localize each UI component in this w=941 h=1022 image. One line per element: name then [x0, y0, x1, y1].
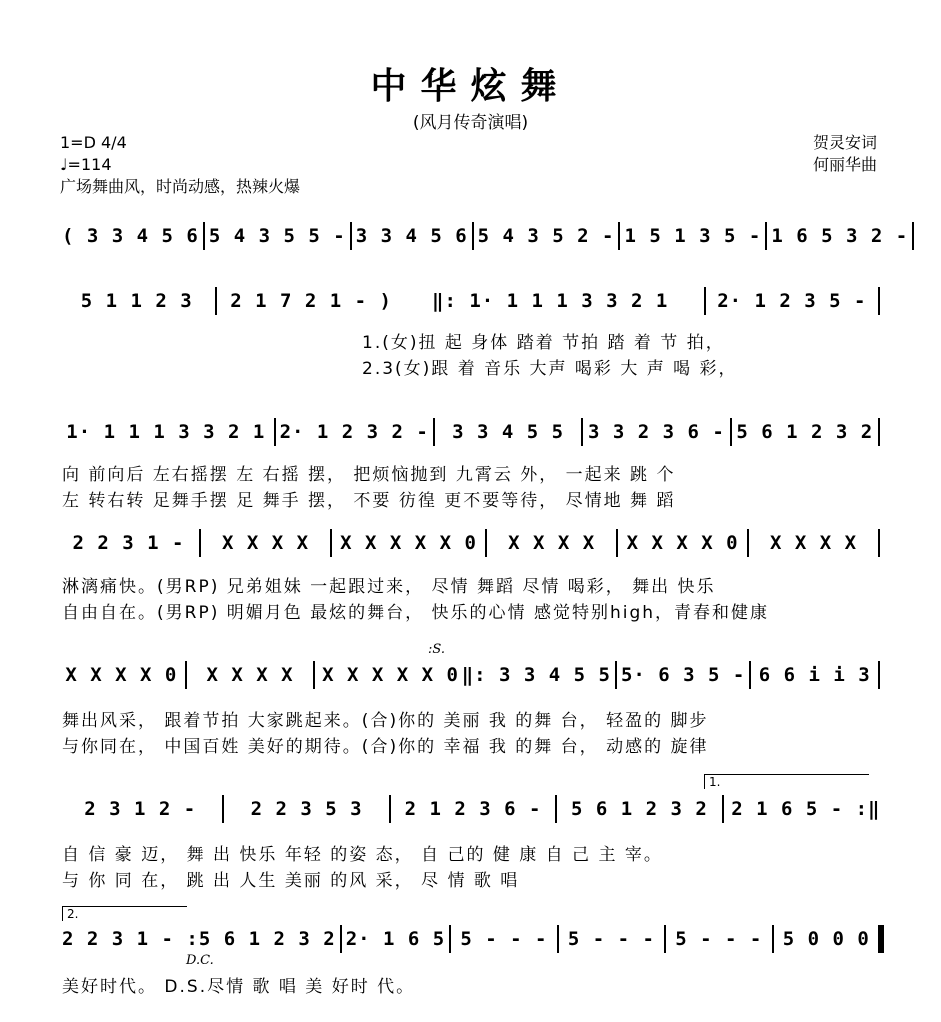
measure: 2· 1 2 3 5 -	[717, 290, 867, 312]
score-row-1	[62, 219, 909, 253]
measure: 5· 6 3 5 -	[620, 664, 746, 686]
measure: 5 4 3 5 2 -	[477, 225, 615, 247]
score-row-6	[62, 792, 884, 826]
measure: 5 4 3 5 5 -	[208, 225, 346, 247]
lyric-line: 左 转右转 足舞手摆 足 舞手 摆， 不要 彷徨 更不要等待， 尽情地 舞 蹈	[62, 491, 676, 511]
lyric-line: 向 前向后 左右摇摆 左 右摇 摆， 把烦恼抛到 九霄云 外， 一起来 跳 个	[62, 465, 676, 485]
measure: X X X X 0	[626, 532, 739, 554]
measure: X X X X 0	[65, 664, 178, 686]
measure: ( 3 3 4 5 6	[62, 225, 199, 247]
measure: X X X X	[206, 664, 294, 686]
measure: 5 6 1 2 3 2	[736, 421, 874, 443]
measure: 3 3 4 5 6	[355, 225, 468, 247]
measure: 3 3 4 5 5	[452, 421, 565, 443]
measure: X X X X X 0	[322, 664, 459, 686]
score-row-7	[62, 922, 884, 956]
measure: X X X X	[508, 532, 596, 554]
lyric-line: 1.(女)扭 起 身体 踏着 节拍 踏 着 节 拍，	[362, 333, 725, 353]
measure: 6 6 i i 3	[758, 664, 871, 686]
composer: 何丽华曲	[812, 155, 877, 174]
tempo-marking: ♩=114	[60, 155, 112, 174]
header-left	[60, 132, 300, 198]
measure: 2 2 3 1 - :	[62, 928, 199, 950]
measure: 5 6 1 2 3 2	[571, 798, 708, 820]
measure: 1 5 1 3 5 -	[624, 225, 762, 247]
song-title: 中华炫舞	[370, 65, 571, 107]
measure: 2 1 2 3 6 -	[404, 798, 542, 820]
lyric-line: 自 信 豪 迈， 舞 出 快乐 年轻 的姿 态， 自 己的 健 康 自 己 主 宰。	[62, 845, 663, 865]
lyric-line: 美好时代。 D.S.尽情 歌 唱 美 好时 代。	[62, 977, 416, 997]
header-right	[813, 132, 877, 176]
song-subtitle: (风月传奇演唱)	[412, 113, 529, 133]
measure: 1· 1 1 1 3 3 2 1	[66, 421, 266, 443]
segno-mark: :S.	[428, 642, 445, 657]
measure: 3 3 2 3 6 -	[588, 421, 725, 443]
score-row-4	[62, 526, 884, 560]
lyric-line: 与你同在， 中国百姓 美好的期待。(合)你的 幸福 我 的舞 台， 动感的 旋律	[62, 737, 709, 757]
measure: ‖: 3 3 4 5 5	[461, 664, 611, 686]
measure: 5 0 0 0	[782, 928, 870, 950]
dc-mark: D.C.	[186, 953, 214, 968]
score-row-2	[62, 284, 884, 318]
measure: 2 3 1 2 -	[84, 798, 197, 820]
lyricist: 贺灵安词	[812, 133, 877, 152]
style-note: 广场舞曲风，时尚动感，热辣火爆	[60, 177, 301, 196]
lyric-line: 自由自在。(男RP) 明媚月色 最炫的舞台， 快乐的心情 感觉特别high，青春和健康	[62, 603, 770, 623]
measure: 2· 1 2 3 2 -	[279, 421, 429, 443]
lyric-line: 淋漓痛快。(男RP) 兄弟姐妹 一起跟过来， 尽情 舞蹈 尽情 喝彩， 舞出 快乐	[62, 577, 716, 597]
measure: 2 2 3 1 -	[72, 532, 185, 554]
measure: 2 2 3 5 3	[250, 798, 363, 820]
measure: X X X X	[769, 532, 858, 554]
measure: X X X X X 0	[340, 532, 477, 554]
measure: 2· 1 6 5	[345, 928, 446, 950]
measure: 5 - - -	[567, 928, 655, 950]
volta-1: 1.	[704, 774, 869, 789]
measure: 5 - - -	[675, 928, 763, 950]
measure: X X X X	[221, 532, 310, 554]
measure: 5 1 1 2 3	[80, 290, 193, 312]
volta-2: 2.	[62, 906, 187, 921]
measure: 5 6 1 2 3 2	[198, 928, 336, 950]
lyric-line: 2.3(女)跟 着 音乐 大声 喝彩 大 声 喝 彩，	[362, 359, 738, 379]
score-row-3	[62, 415, 884, 449]
measure: 5 - - -	[460, 928, 548, 950]
measure: 1 6 5 3 2 -	[771, 225, 909, 247]
score-row-5	[62, 658, 884, 692]
measure: 2 1 7 2 1 - )	[230, 290, 392, 312]
measure: 2 1 6 5 - :‖	[731, 798, 881, 820]
lyric-line: 舞出风采， 跟着节拍 大家跳起来。(合)你的 美丽 我 的舞 台， 轻盈的 脚步	[62, 711, 709, 731]
key-signature: 1=D 4/4	[60, 133, 127, 152]
measure: ‖: 1· 1 1 1 3 3 2 1	[432, 290, 669, 312]
lyric-line: 与 你 同 在， 跳 出 人生 美丽 的风 采， 尽 情 歌 唱	[62, 871, 520, 891]
